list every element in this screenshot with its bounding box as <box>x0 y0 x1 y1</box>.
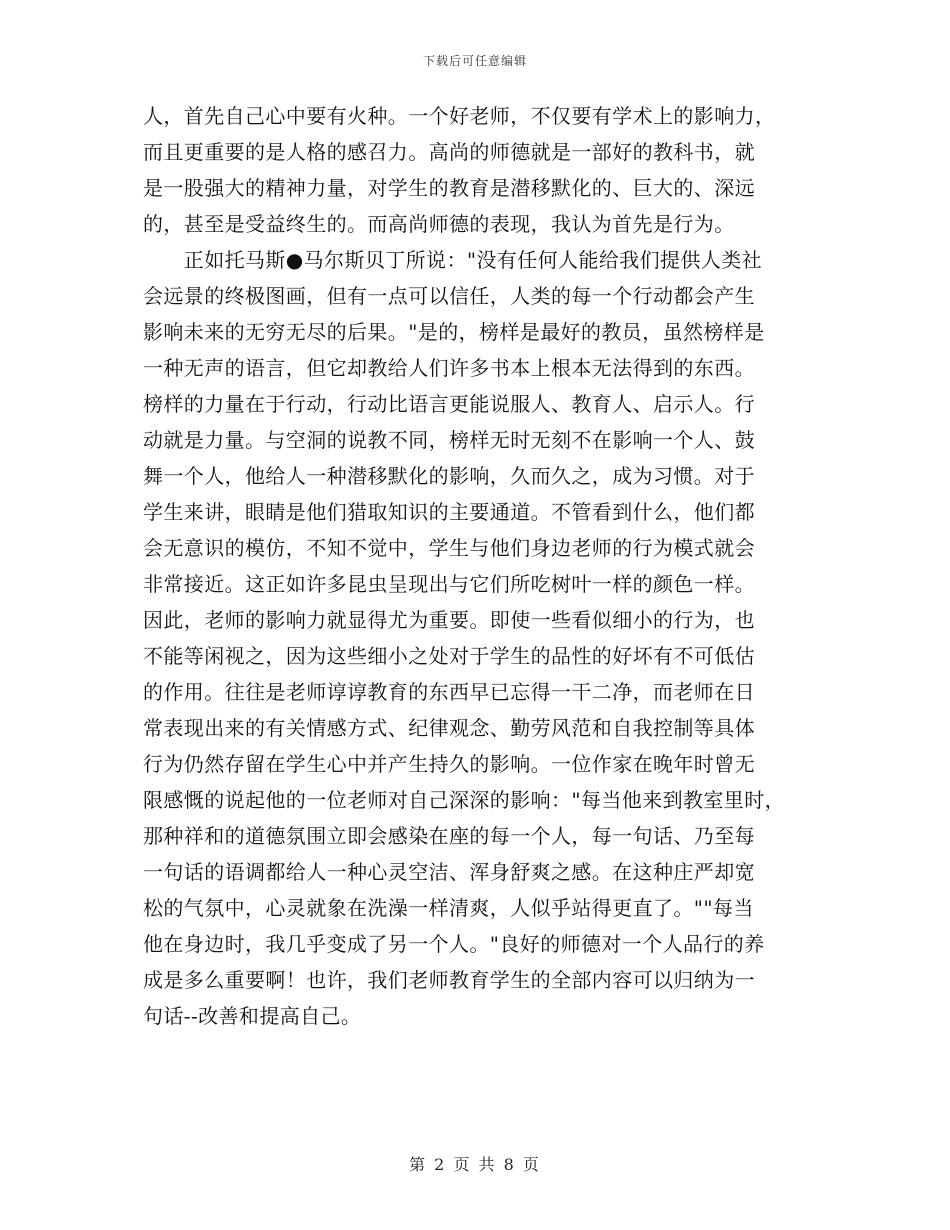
text-line: 行为仍然存留在学生心中并产生持久的影响。一位作家在晚年时曾无 <box>143 752 755 776</box>
text-line: 常表现出来的有关情感方式、纪律观念、勤劳风范和自我控制等具体 <box>143 716 755 740</box>
text-line: 人，首先自己心中要有火种。一个好老师，不仅要有学术上的影响力， <box>143 104 776 128</box>
text-line: 榜样的力量在于行动，行动比语言更能说服人、教育人、启示人。行 <box>143 392 755 416</box>
text-line: 因此，老师的影响力就显得尤为重要。即使一些看似细小的行为，也 <box>143 608 755 632</box>
text-line: 会远景的终极图画，但有一点可以信任，人类的每一个行动都会产生 <box>143 284 755 308</box>
text-line: 的作用。往往是老师谆谆教育的东西早已忘得一干二净，而老师在日 <box>143 680 755 704</box>
body-text <box>143 98 809 1034</box>
text-line: 成是多么重要啊！也许，我们老师教育学生的全部内容可以归纳为一 <box>143 968 755 992</box>
text-line: 那种祥和的道德氛围立即会感染在座的每一个人，每一句话、乃至每 <box>143 824 755 848</box>
text-line: 不能等闲视之，因为这些细小之处对于学生的品性的好坏有不可低估 <box>143 644 755 668</box>
text-line: 一种无声的语言，但它却教给人们许多书本上根本无法得到的东西。 <box>143 356 755 380</box>
text-line: 舞一个人，他给人一种潜移默化的影响，久而久之，成为习惯。对于 <box>143 464 755 488</box>
text-line: 的，甚至是受益终生的。而高尚师德的表现，我认为首先是行为。 <box>143 212 735 236</box>
text-line: 句话--改善和提高自己。 <box>143 1004 362 1028</box>
text-line: 会无意识的模仿，不知不觉中，学生与他们身边老师的行为模式就会 <box>143 536 755 560</box>
text-line: 学生来讲，眼睛是他们猎取知识的主要通道。不管看到什么，他们都 <box>143 500 755 524</box>
text-line: 限感慨的说起他的一位老师对自己深深的影响："每当他来到教室里时， <box>143 788 785 812</box>
text-line: 他在身边时，我几乎变成了另一个人。"良好的师德对一个人品行的养 <box>143 932 765 956</box>
text-line: 是一股强大的精神力量，对学生的教育是潜移默化的、巨大的、深远 <box>143 176 755 200</box>
text-line: 松的气氛中，心灵就象在洗澡一样清爽，人似乎站得更直了。""每当 <box>143 896 754 920</box>
text-line: 影响未来的无穷无尽的后果。"是的，榜样是最好的教员，虽然榜样是 <box>143 320 765 344</box>
text-line: 一句话的语调都给人一种心灵空洁、浑身舒爽之感。在这种庄严却宽 <box>143 860 755 884</box>
text-line: 正如托马斯●马尔斯贝丁所说："没有任何人能给我们提供人类社 <box>143 248 763 272</box>
text-line: 非常接近。这正如许多昆虫呈现出与它们所吃树叶一样的颜色一样。 <box>143 572 755 596</box>
text-line: 动就是力量。与空洞的说教不同，榜样无时无刻不在影响一个人、鼓 <box>143 428 755 452</box>
text-line: 而且更重要的是人格的感召力。高尚的师德就是一部好的教科书，就 <box>143 140 755 164</box>
page-number: 第 2 页 共 8 页 <box>409 1155 541 1174</box>
page-header: 下载后可任意编辑 <box>422 54 527 68</box>
